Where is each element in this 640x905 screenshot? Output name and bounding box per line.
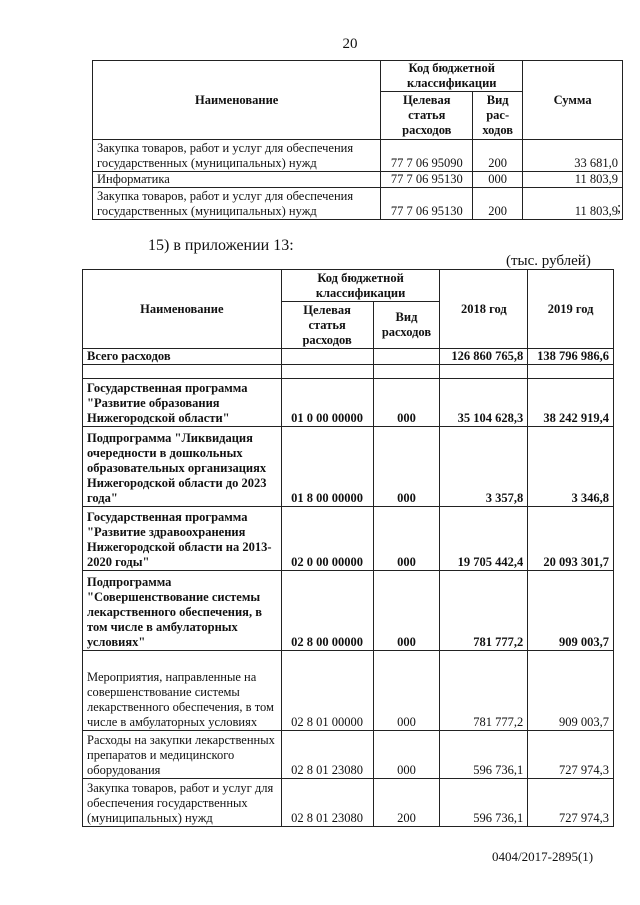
table-row [93, 172, 623, 188]
row-kind: 000 [373, 571, 440, 651]
row-kind: 200 [373, 779, 440, 827]
row-name: Закупка товаров, работ и услуг для обеспечения государственных (муниципальных) нужд [93, 188, 381, 220]
row-kind: 000 [373, 379, 440, 427]
row-target: 01 0 00 00000 [281, 379, 373, 427]
row-2018: 781 777,2 [440, 651, 528, 731]
row-target: 02 8 01 23080 [281, 731, 373, 779]
table-row [83, 731, 614, 779]
col-header-code-group: Код бюджетной классификации [281, 270, 440, 302]
col-header-2018: 2018 год [440, 270, 528, 349]
table-row [83, 507, 614, 571]
total-2019: 138 796 986,6 [528, 349, 614, 365]
total-2018: 126 860 765,8 [440, 349, 528, 365]
row-name: Расходы на закупки лекарственных препаратов и медицинского оборудования [83, 731, 282, 779]
col-header-name: Наименование [93, 61, 381, 140]
col-header-target: Целевая статья расходов [381, 92, 473, 140]
row-name: Государственная программа "Развитие здравоохранения Нижегородской области на 2013-2020 годы" [83, 507, 282, 571]
table-row [83, 427, 614, 507]
row-name: Государственная программа "Развитие образования Нижегородской области" [83, 379, 282, 427]
col-header-sum: Сумма [523, 61, 623, 140]
table-row [83, 651, 614, 731]
row-2018: 596 736,1 [440, 731, 528, 779]
row-kind: 000 [373, 731, 440, 779]
row-target: 77 7 06 95130 [381, 188, 473, 220]
trailing-semicolon: ; [617, 200, 622, 216]
col-header-kind: Вид расходов [373, 302, 440, 349]
table-row [93, 140, 623, 172]
row-name: Мероприятия, направленные на совершенствование системы лекарственного обеспечения, в том числе в амбулаторных условиях [83, 651, 282, 731]
total-row [83, 349, 614, 365]
col-header-2019: 2019 год [528, 270, 614, 349]
budget-table-continued [92, 60, 623, 220]
appendix-13-table [82, 269, 614, 827]
spacer-row [83, 365, 614, 379]
row-sum: 11 803,9 [523, 172, 623, 188]
row-kind: 000 [373, 507, 440, 571]
row-2019: 38 242 919,4 [528, 379, 614, 427]
row-target: 02 0 00 00000 [281, 507, 373, 571]
row-target: 01 8 00 00000 [281, 427, 373, 507]
section-heading: 15) в приложении 13: [148, 237, 294, 254]
total-label: Всего расходов [83, 349, 282, 365]
row-2018: 596 736,1 [440, 779, 528, 827]
row-kind: 000 [373, 427, 440, 507]
row-name: Закупка товаров, работ и услуг для обеспечения государственных (муниципальных) нужд [93, 140, 381, 172]
col-header-code-group: Код бюджетной классификации [381, 61, 523, 92]
row-target: 02 8 00 00000 [281, 571, 373, 651]
row-target: 02 8 01 23080 [281, 779, 373, 827]
row-name: Подпрограмма "Совершенствование системы лекарственного обеспечения, в том числе в амбулаторных условиях" [83, 571, 282, 651]
col-header-name: Наименование [83, 270, 282, 349]
row-2019: 909 003,7 [528, 571, 614, 651]
row-2019: 909 003,7 [528, 651, 614, 731]
row-kind: 000 [473, 172, 523, 188]
row-kind: 200 [473, 140, 523, 172]
unit-label: (тыс. рублей) [506, 253, 591, 269]
row-2018: 35 104 628,3 [440, 379, 528, 427]
row-name: Информатика [93, 172, 381, 188]
col-header-target: Целевая статья расходов [281, 302, 373, 349]
row-sum: 33 681,0 [523, 140, 623, 172]
row-name: Закупка товаров, работ и услуг для обеспечения государственных (муниципальных) нужд [83, 779, 282, 827]
page-number: 20 [342, 36, 358, 52]
row-2019: 3 346,8 [528, 427, 614, 507]
row-2019: 727 974,3 [528, 779, 614, 827]
table-row [83, 779, 614, 827]
row-2019: 20 093 301,7 [528, 507, 614, 571]
table-row [93, 188, 623, 220]
row-name: Подпрограмма "Ликвидация очередности в дошкольных образовательных организациях Нижегородской области до 2023 года" [83, 427, 282, 507]
row-target: 02 8 01 00000 [281, 651, 373, 731]
document-code: 0404/2017-2895(1) [492, 849, 594, 864]
table-row [83, 379, 614, 427]
row-2018: 19 705 442,4 [440, 507, 528, 571]
row-2019: 727 974,3 [528, 731, 614, 779]
table-row [83, 571, 614, 651]
row-kind: 200 [473, 188, 523, 220]
row-kind: 000 [373, 651, 440, 731]
row-target: 77 7 06 95090 [381, 140, 473, 172]
row-2018: 3 357,8 [440, 427, 528, 507]
row-target: 77 7 06 95130 [381, 172, 473, 188]
row-2018: 781 777,2 [440, 571, 528, 651]
row-sum: 11 803,9 [523, 188, 623, 220]
col-header-kind: Вид рас- ходов [473, 92, 523, 140]
